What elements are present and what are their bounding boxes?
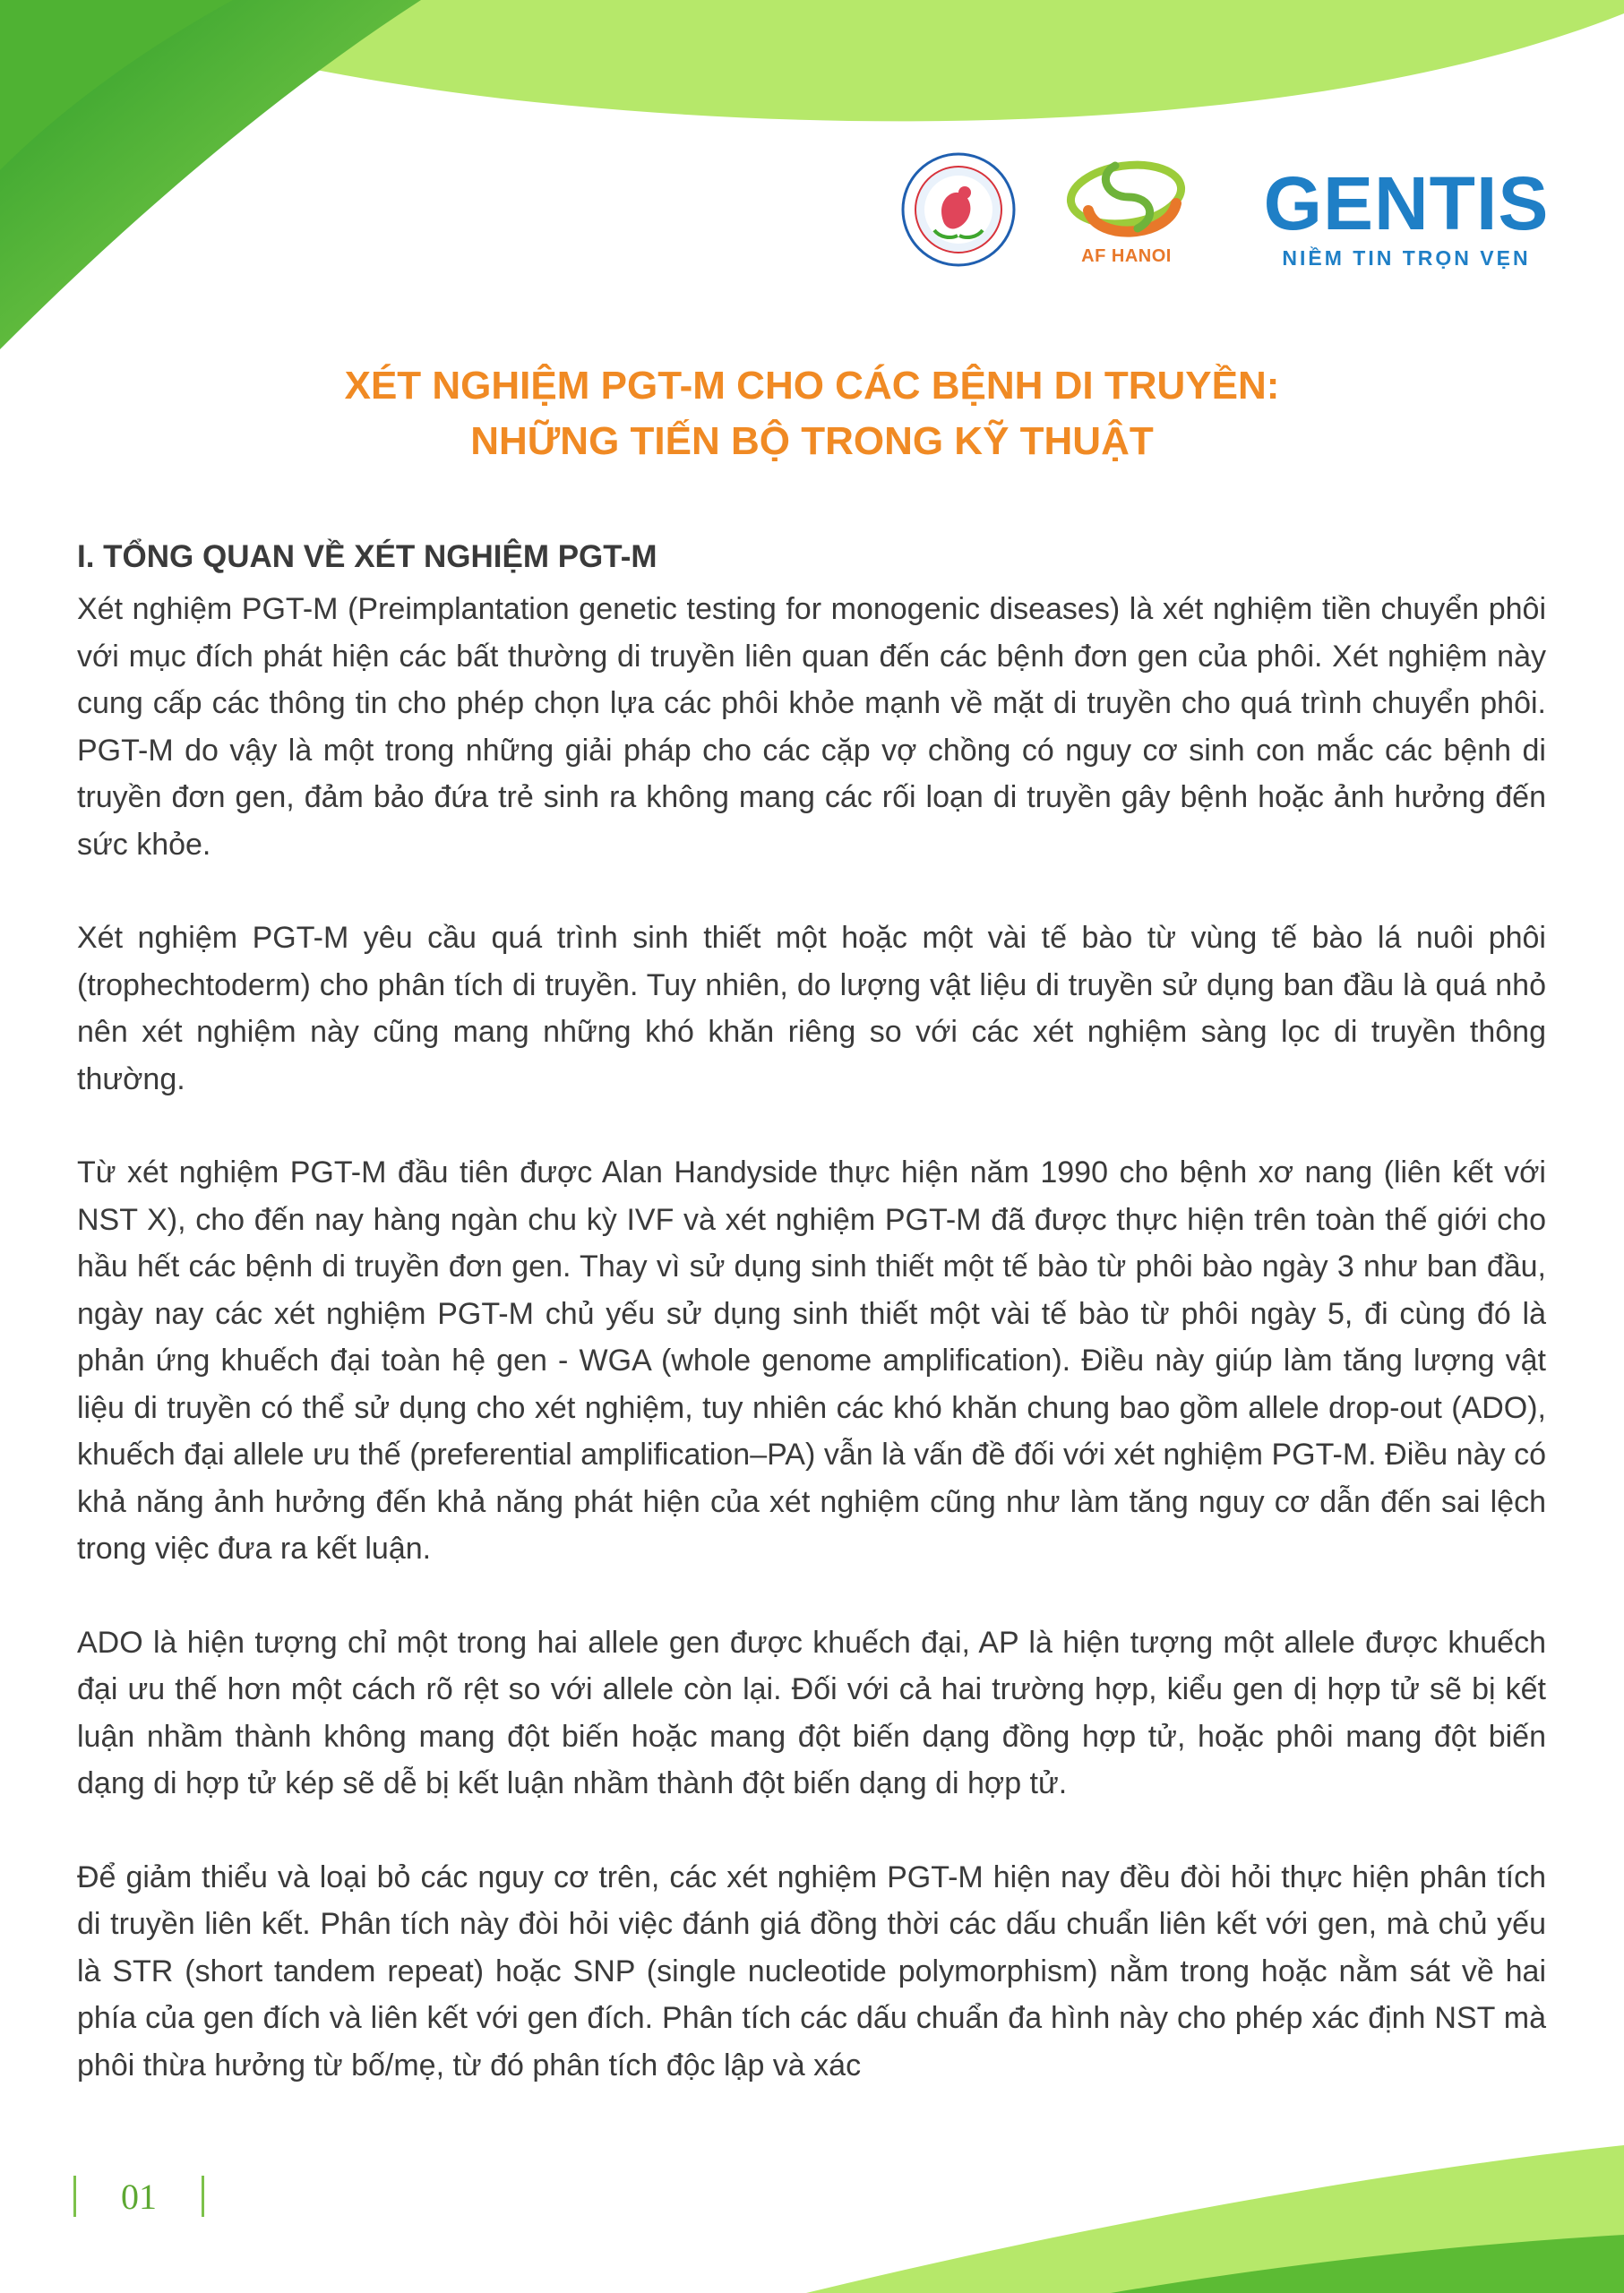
paragraph-4: ADO là hiện tượng chỉ một trong hai allele gen được khuếch đại, AP là hiện tượng một allele được khuếch đại ưu thế hơn một cách rõ rệt so với allele còn lại. Đối với cả hai trường hợp, kiểu gen dị hợp tử sẽ bị kết luận nhầm thành không mang đột biến hoặc mang đột biến dạng đồng hợp tử, hoặc phôi mang đột biến dạng di hợp tử kép sẽ dễ bị kết luận nhầm thành đột biến dạng di hợp tử. — [77, 1625, 1546, 1800]
gentis-logo — [1259, 161, 1554, 273]
af-hanoi-logo — [1061, 148, 1191, 278]
title-line-2: NHỮNG TIẾN BỘ TRONG KỸ THUẬT — [470, 419, 1154, 463]
paragraph-5: Để giảm thiểu và loại bỏ các nguy cơ trên, các xét nghiệm PGT-M hiện nay đều đòi hỏi thực hiện phân tích di truyền liên kết. Phân tích này đòi hỏi việc đánh giá đồng thời các dấu chuẩn liên kết với gen, mà chủ yếu là STR (short tandem repeat) hoặc SNP (single nucleotide polymorphism) nằm trong hoặc nằm sát về hai phía của gen đích và liên kết với gen đích. Phân tích các dấu chuẩn đa hình này cho phép xác định NST mà phôi thừa hưởng từ bố/mẹ, từ đó phân tích độc lập và xác — [77, 1859, 1546, 2083]
header-logos — [896, 148, 1554, 282]
page-number-divider-right — [202, 2176, 204, 2217]
document-body — [77, 586, 1546, 2135]
title-line-1: XÉT NGHIỆM PGT-M CHO CÁC BỆNH DI TRUYỀN: — [344, 364, 1280, 408]
paragraph-3: Từ xét nghiệm PGT-M đầu tiên được Alan Handyside thực hiện năm 1990 cho bệnh xơ nang (liên kết với NST X), cho đến nay hàng ngàn chu kỳ IVF và xét nghiệm PGT-M đã được thực hiện trên toàn thế giới cho hầu hết các bệnh di truyền đơn gen. Thay vì sử dụng sinh thiết một tế bào từ phôi bào ngày 3 như ban đầu, ngày nay các xét nghiệm PGT-M chủ yếu sử dụng sinh thiết một vài tế bào từ phôi ngày 5, đi cùng đó là phản ứng khuếch đại toàn hệ gen - WGA (whole genome amplification). Điều này giúp làm tăng lượng vật liệu di truyền có thể sử dụng cho xét nghiệm, tuy nhiên các khó khăn chung bao gồm allele drop-out (ADO), khuếch đại allele ưu thế (preferential amplification–PA) vẫn là vấn đề đối với xét nghiệm PGT-M. Điều này có khả năng ảnh hưởng đến khả năng phát hiện của xét nghiệm cũng như làm tăng nguy cơ dẫn đến sai lệch trong việc đưa ra kết luận. — [77, 1155, 1546, 1566]
paragraph-2: Xét nghiệm PGT-M yêu cầu quá trình sinh thiết một hoặc một vài tế bào từ vùng tế bào lá nuôi phôi (trophechtoderm) cho phân tích di truyền. Tuy nhiên, do lượng vật liệu di truyền sử dụng ban đầu là quá nhỏ nên xét nghiệm này cũng mang những khó khăn riêng so với các xét nghiệm sàng lọc di truyền thông thường. — [77, 921, 1546, 1096]
association-seal-logo — [900, 151, 1017, 268]
gentis-tagline: NIỀM TIN TRỌN VẸN — [1282, 246, 1531, 270]
document-title — [72, 358, 1552, 469]
page-number — [73, 2171, 204, 2221]
gentis-wordmark: GENTIS — [1263, 161, 1550, 245]
section-heading: I. TỔNG QUAN VỀ XÉT NGHIỆM PGT-M — [77, 539, 657, 574]
paragraph-1: Xét nghiệm PGT-M (Preimplantation genetic testing for monogenic diseases) là xét nghiệm tiền chuyển phôi với mục đích phát hiện các bất thường di truyền liên quan đến các bệnh đơn gen của phôi. Xét nghiệm này cung cấp các thông tin cho phép chọn lựa các phôi khỏe mạnh về mặt di truyền cho quá trình chuyển phôi. PGT-M do vậy là một trong những giải pháp cho các cặp vợ chồng có nguy cơ sinh con mắc các bệnh di truyền đơn gen, đảm bảo đứa trẻ sinh ra không mang các rối loạn di truyền gây bệnh hoặc ảnh hưởng đến sức khỏe. — [77, 592, 1546, 862]
af-hanoi-label: AF HANOI — [1081, 246, 1172, 266]
page-number-value: 01 — [121, 2176, 157, 2217]
